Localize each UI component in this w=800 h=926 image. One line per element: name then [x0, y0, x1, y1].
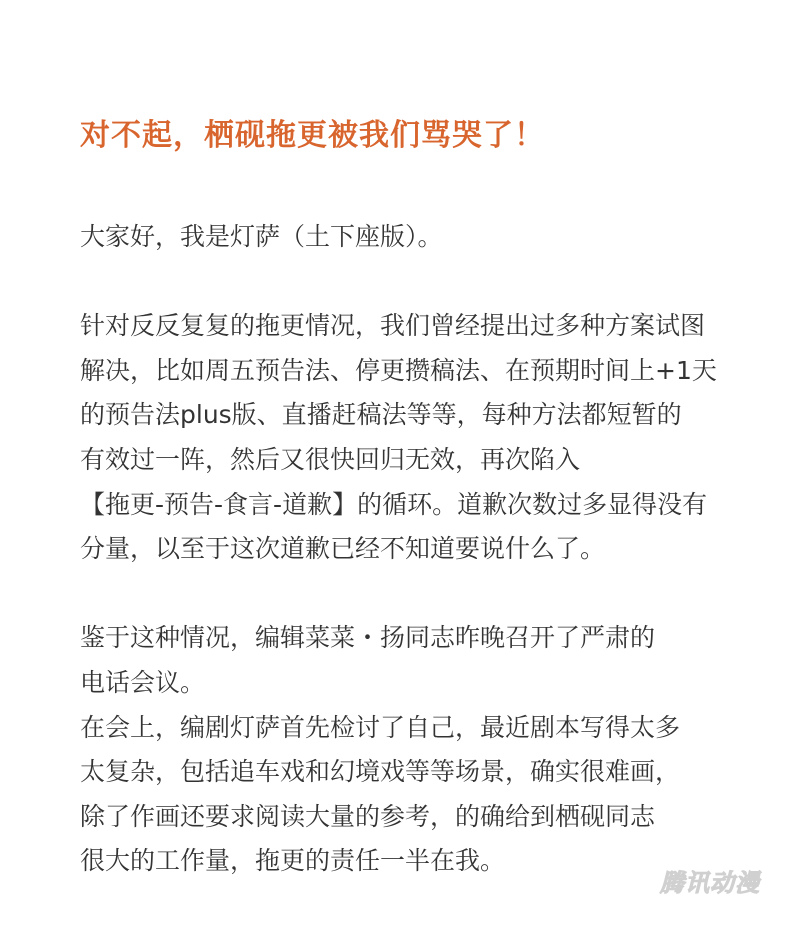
paragraph-line: 解决，比如周五预告法、停更攒稿法、在预期时间上+1天 — [80, 355, 717, 385]
paragraph-line: 在会上，编剧灯萨首先检讨了自己，最近剧本写得太多 — [80, 712, 681, 742]
paragraph-line: 【拖更-预告-食言-道歉】的循环。道歉次数过多显得没有 — [80, 489, 708, 519]
paragraph-line: 很大的工作量，拖更的责任一半在我。 — [80, 846, 506, 876]
paragraph-line: 有效过一阵，然后又很快回归无效，再次陷入 — [80, 444, 581, 474]
paragraph-line: 大家好，我是灯萨（土下座版）。 — [80, 222, 443, 251]
paragraph-line: 针对反反复复的拖更情况，我们曾经提出过多种方案试图 — [80, 311, 706, 341]
paragraph-line: 电话会议。 — [80, 667, 206, 697]
paragraph-line: 分量，以至于这次道歉已经不知道要说什么了。 — [80, 534, 606, 564]
article-title: 对不起，栖砚拖更被我们骂哭了！ — [80, 118, 545, 153]
paragraph-line: 的预告法plus版、直播赶稿法等等，每种方法都短暂的 — [80, 400, 682, 430]
tencent-comics-watermark: 腾讯动漫 — [660, 869, 760, 897]
paragraph-line: 除了作画还要求阅读大量的参考，的确给到栖砚同志 — [80, 801, 656, 831]
paragraph-line: 鉴于这种情况，编辑菜菜・扬同志昨晚召开了严肃的 — [80, 623, 656, 653]
paragraph-line: 太复杂，包括追车戏和幻境戏等等场景，确实很难画， — [80, 757, 681, 787]
article-body — [80, 215, 760, 884]
